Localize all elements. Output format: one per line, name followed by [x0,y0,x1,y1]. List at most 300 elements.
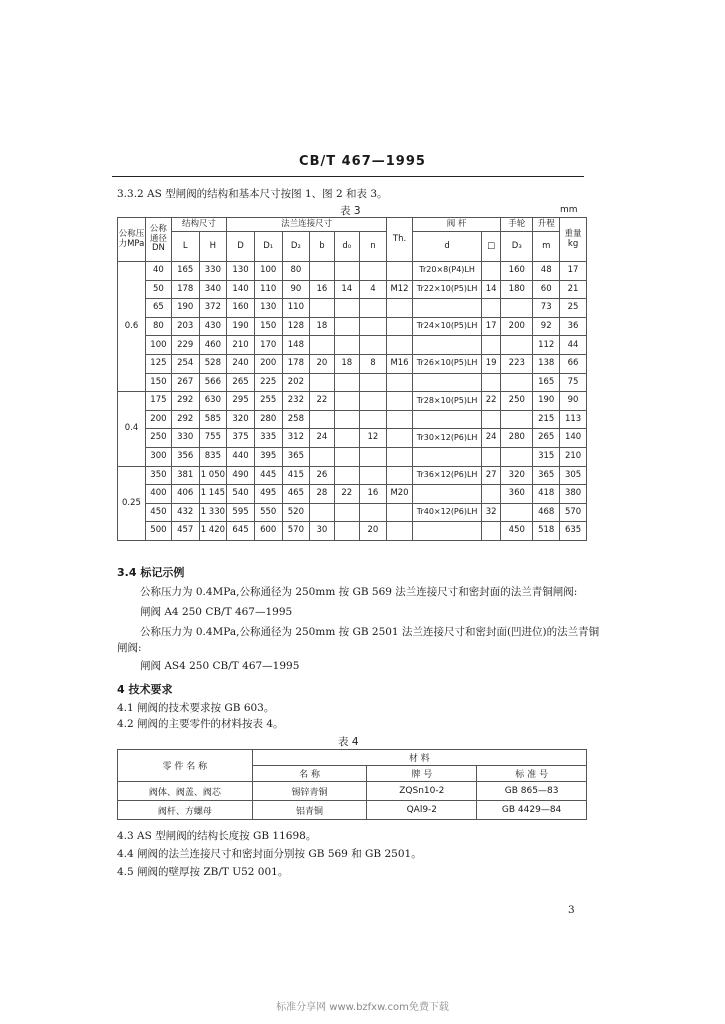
t3-cell: 80 [145,317,171,336]
t3-header-n: n [359,232,386,262]
t4-cell: QAl9-2 [367,801,477,820]
t3-cell: 90 [282,280,310,299]
t3-cell: 375 [227,429,255,448]
t3-cell: 1 420 [199,522,227,541]
t3-cell: 190 [227,317,255,336]
t3-cell [359,336,386,355]
t3-cell [359,410,386,429]
t3-cell: 540 [227,485,255,504]
t3-cell: 468 [533,503,560,522]
t3-cell: 445 [254,466,282,485]
clause-4-1: 4.1 闸阀的技术要求按 GB 603。 [117,702,275,714]
t3-cell: 16 [310,280,334,299]
t3-cell: 200 [145,410,171,429]
t3-cell [501,410,533,429]
t3-pressure-cell: 0.25 [118,466,146,540]
table-row [118,410,587,429]
t4-header-name: 名 称 [252,766,367,782]
t3-cell: 418 [533,485,560,504]
table-row [118,354,587,373]
t3-cell: 415 [282,466,310,485]
t3-cell [310,373,334,392]
t3-cell [334,522,359,541]
t3-cell [482,485,501,504]
t3-header-handwheel: 手轮 [501,218,533,232]
t3-cell: 566 [199,373,227,392]
table-row [118,262,587,281]
t3-cell: 267 [171,373,199,392]
clause-3-4-line: 公称压力为 0.4MPa,公称通径为 250mm 按 GB 2501 法兰连接尺寸和密封面(凹进位)的法兰青铜 [140,626,600,638]
t3-cell: 22 [334,485,359,504]
t3-cell: 335 [254,429,282,448]
t3-cell: 21 [560,280,587,299]
t3-cell [386,429,412,448]
table-row [118,429,587,448]
t3-cell: 60 [533,280,560,299]
t3-header-struct: 结构尺寸 [171,218,226,232]
t3-cell [334,410,359,429]
t3-cell: 295 [227,392,255,411]
t3-cell [334,373,359,392]
t3-cell: 292 [171,392,199,411]
t3-cell: M12 [386,280,412,299]
table-row [118,336,587,355]
t3-cell [413,522,482,541]
t3-cell: Tr28×10(P5)LH [413,392,482,411]
t3-pressure-cell: 0.6 [118,262,146,392]
t3-cell: 630 [199,392,227,411]
t3-header-d2: D₂ [282,232,310,262]
t3-cell: Tr24×10(P5)LH [413,317,482,336]
t3-cell [334,336,359,355]
t3-pressure-cell: 0.4 [118,392,146,466]
t3-cell: 80 [282,262,310,281]
t3-cell: 14 [482,280,501,299]
table-row [118,782,587,801]
t3-cell: 150 [254,317,282,336]
t3-cell: 16 [359,485,386,504]
t3-cell: 50 [145,280,171,299]
t3-cell: 44 [560,336,587,355]
t3-cell [310,503,334,522]
t3-cell: 20 [310,354,334,373]
t4-cell: GB 4429—84 [477,801,587,820]
t3-header-weight: 重量kg [560,218,587,262]
t3-cell: 125 [145,354,171,373]
t3-cell: 100 [145,336,171,355]
t3-header-m: m [533,232,560,262]
table-row [118,466,587,485]
t3-cell: 92 [533,317,560,336]
t3-cell: 24 [310,429,334,448]
t3-cell: 210 [560,447,587,466]
t3-cell: 140 [560,429,587,448]
t3-cell [501,373,533,392]
t3-header-d3: D₃ [501,232,533,262]
t3-cell: 520 [282,503,310,522]
t3-cell: 450 [501,522,533,541]
table3-caption: 表 3 [340,205,361,217]
t3-header-d: D [227,232,255,262]
t3-cell: 595 [227,503,255,522]
table-row [118,801,587,820]
t3-cell [482,522,501,541]
t3-cell: 320 [501,466,533,485]
t3-cell: 22 [310,392,334,411]
t3-cell [482,373,501,392]
clause-3-4-line: 闸阀 A4 250 CB/T 467—1995 [140,606,293,618]
t3-cell: 26 [310,466,334,485]
t3-cell: 112 [533,336,560,355]
t3-cell [334,299,359,318]
t3-cell: 203 [171,317,199,336]
t3-cell: M20 [386,485,412,504]
t3-cell: 1 050 [199,466,227,485]
t3-cell: 25 [560,299,587,318]
t3-cell [482,262,501,281]
t3-cell: 250 [501,392,533,411]
t3-cell: 360 [501,485,533,504]
t4-cell: 锡锌青铜 [252,782,367,801]
t3-cell [482,299,501,318]
t3-cell [386,503,412,522]
t3-cell: 635 [560,522,587,541]
t3-cell: 180 [501,280,533,299]
t3-cell: 170 [254,336,282,355]
t3-cell: 138 [533,354,560,373]
t3-cell: 215 [533,410,560,429]
t3-cell: 265 [533,429,560,448]
table3-unit: mm [560,205,578,215]
t3-cell [413,410,482,429]
t3-cell: 17 [560,262,587,281]
t3-cell [310,262,334,281]
t3-cell: 229 [171,336,199,355]
t3-cell [386,262,412,281]
t3-cell: 178 [171,280,199,299]
t3-cell: 365 [533,466,560,485]
t3-cell [386,392,412,411]
t3-cell: 395 [254,447,282,466]
t3-header-h: H [199,232,227,262]
t3-cell: M16 [386,354,412,373]
t3-cell [386,466,412,485]
t3-cell: 350 [145,466,171,485]
t3-header-d0: d₀ [334,232,359,262]
t3-cell [359,466,386,485]
t3-cell: 190 [533,392,560,411]
t3-cell: 160 [227,299,255,318]
t3-cell: Tr40×12(P6)LH [413,503,482,522]
t3-cell [310,410,334,429]
t3-cell: 110 [282,299,310,318]
t3-header-d: d [413,232,482,262]
table-row [118,280,587,299]
t3-cell: 130 [227,262,255,281]
t3-cell: 17 [482,317,501,336]
t3-cell: 8 [359,354,386,373]
t3-cell: 440 [227,447,255,466]
table-row [118,485,587,504]
t3-cell [310,299,334,318]
t3-cell: 292 [171,410,199,429]
t3-cell: 240 [227,354,255,373]
t3-cell: 178 [282,354,310,373]
clause-3-4-title: 3.4 标记示例 [117,566,185,579]
t3-cell: 450 [145,503,171,522]
t3-cell: 400 [145,485,171,504]
t4-header-material: 材 料 [252,750,586,766]
t3-cell: 250 [145,429,171,448]
t3-cell: 165 [171,262,199,281]
t3-cell: 356 [171,447,199,466]
t3-header-d1: D₁ [254,232,282,262]
t4-cell: 铝青铜 [252,801,367,820]
t3-cell: Tr26×10(P5)LH [413,354,482,373]
t3-cell: 190 [171,299,199,318]
t3-cell: 32 [482,503,501,522]
table-row [118,299,587,318]
t3-cell: 372 [199,299,227,318]
t3-cell [482,410,501,429]
t3-cell: 140 [227,280,255,299]
t3-cell: 280 [254,410,282,429]
t3-cell [334,392,359,411]
t3-cell: 755 [199,429,227,448]
t3-cell: 1 330 [199,503,227,522]
t3-cell [334,466,359,485]
t3-cell: 320 [227,410,255,429]
t3-cell [386,336,412,355]
t3-cell: 40 [145,262,171,281]
t3-cell: 300 [145,447,171,466]
t4-cell: GB 865—83 [477,782,587,801]
t3-cell [334,429,359,448]
t3-cell: 200 [254,354,282,373]
t3-cell: 305 [560,466,587,485]
t3-cell: 600 [254,522,282,541]
t3-cell [413,373,482,392]
t3-cell [359,447,386,466]
t3-cell: 490 [227,466,255,485]
t3-cell: 380 [560,485,587,504]
t3-cell: 465 [282,485,310,504]
t3-cell [334,503,359,522]
t3-cell: 365 [282,447,310,466]
table-4 [117,749,587,820]
t3-cell [501,503,533,522]
t3-cell: 14 [334,280,359,299]
t3-cell: 225 [254,373,282,392]
site-footer: 标准分享网 www.bzfxw.com免费下载 [276,1002,449,1013]
t3-cell [359,392,386,411]
t3-cell: 175 [145,392,171,411]
t3-cell: 570 [282,522,310,541]
t3-cell [310,447,334,466]
t3-cell: Tr20×8(P4)LH [413,262,482,281]
t3-cell: 232 [282,392,310,411]
t4-cell: ZQSn10-2 [367,782,477,801]
t3-header-lift: 升程 [533,218,560,232]
t3-cell: 148 [282,336,310,355]
clause-4-4: 4.4 闸阀的法兰连接尺寸和密封面分别按 GB 569 和 GB 2501。 [117,848,422,860]
t3-cell [482,336,501,355]
t3-header-square: □ [482,232,501,262]
t3-cell: 340 [199,280,227,299]
t3-cell [386,447,412,466]
t3-cell: 457 [171,522,199,541]
t3-cell: 65 [145,299,171,318]
t3-header-pressure: 公称压力MPa [118,218,146,262]
document-code: CB/T 467—1995 [299,154,426,169]
t3-cell: 265 [227,373,255,392]
t3-cell: 48 [533,262,560,281]
t3-cell: 500 [145,522,171,541]
t3-cell: 19 [482,354,501,373]
clause-4-3: 4.3 AS 型闸阀的结构长度按 GB 11698。 [117,830,317,842]
t3-cell: 66 [560,354,587,373]
t3-cell: 110 [254,280,282,299]
t3-cell: 75 [560,373,587,392]
t3-cell: Tr36×12(P6)LH [413,466,482,485]
t3-cell [359,317,386,336]
t4-cell: 阀体、阀盖、阀芯 [118,782,253,801]
clause-3-4-line: 公称压力为 0.4MPa,公称通径为 250mm 按 GB 569 法兰连接尺寸和密封面的法兰青铜闸阀: [140,586,578,598]
t3-cell: 4 [359,280,386,299]
t4-header-part: 零 件 名 称 [118,750,253,782]
t3-cell: 570 [560,503,587,522]
t3-cell [386,522,412,541]
t3-cell: 518 [533,522,560,541]
t3-cell: 495 [254,485,282,504]
clause-3-4-line: 闸阀: [117,642,142,654]
t3-cell [334,262,359,281]
t3-cell: 210 [227,336,255,355]
t3-cell: 406 [171,485,199,504]
table-row [118,373,587,392]
table4-caption: 表 4 [338,736,359,748]
t3-cell: 381 [171,466,199,485]
t3-cell: 330 [199,262,227,281]
t3-header-th: Th. [386,218,412,262]
section-4-title: 4 技术要求 [117,683,173,696]
t3-cell: 254 [171,354,199,373]
t3-cell: 18 [334,354,359,373]
t3-cell: 280 [501,429,533,448]
t3-cell [359,262,386,281]
t3-cell [386,299,412,318]
t3-cell: 24 [482,429,501,448]
t3-cell: 430 [199,317,227,336]
t3-cell: 12 [359,429,386,448]
t3-cell: 150 [145,373,171,392]
t4-header-standard: 标 准 号 [477,766,587,782]
t3-cell [359,373,386,392]
t3-cell: 585 [199,410,227,429]
t3-cell [413,299,482,318]
t3-cell [482,447,501,466]
t3-header-flange: 法兰连接尺寸 [227,218,387,232]
clause-3-4-line: 闸阀 AS4 250 CB/T 467—1995 [140,660,300,672]
t3-header-b: b [310,232,334,262]
t3-cell: 165 [533,373,560,392]
t3-cell: 645 [227,522,255,541]
t3-cell: 550 [254,503,282,522]
t3-cell: 113 [560,410,587,429]
t3-cell: 22 [482,392,501,411]
t3-cell: 315 [533,447,560,466]
t3-cell [359,299,386,318]
t3-cell [501,299,533,318]
t3-cell [386,410,412,429]
table-row [118,447,587,466]
clause-3-3-2: 3.3.2 AS 型闸阀的结构和基本尺寸按图 1、图 2 和表 3。 [117,188,388,200]
t3-cell: 258 [282,410,310,429]
t3-header-stem: 阀 杆 [413,218,501,232]
t3-cell: 90 [560,392,587,411]
t3-cell [413,485,482,504]
t3-cell: Tr30×12(P6)LH [413,429,482,448]
table-row [118,317,587,336]
t3-cell: 128 [282,317,310,336]
table-row [118,392,587,411]
t3-cell: 18 [310,317,334,336]
t3-cell [501,336,533,355]
t3-cell: 528 [199,354,227,373]
t3-header-dn: 公称通径DN [145,218,171,262]
table-3 [117,217,587,541]
t3-cell: 223 [501,354,533,373]
t3-cell [386,317,412,336]
t3-cell: 36 [560,317,587,336]
clause-4-2: 4.2 闸阀的主要零件的材料按表 4。 [117,718,284,730]
t3-cell [334,447,359,466]
clause-4-5: 4.5 闸阀的壁厚按 ZB/T U52 001。 [117,866,289,878]
t3-cell: 312 [282,429,310,448]
table-row [118,503,587,522]
t3-cell [413,447,482,466]
header-rule [112,176,584,177]
t3-cell: 30 [310,522,334,541]
t3-cell: Tr22×10(P5)LH [413,280,482,299]
t3-cell: 73 [533,299,560,318]
t3-cell: 330 [171,429,199,448]
t3-cell: 130 [254,299,282,318]
t3-cell: 28 [310,485,334,504]
t3-cell: 460 [199,336,227,355]
table-row [118,522,587,541]
t4-header-grade: 牌 号 [367,766,477,782]
t3-cell: 20 [359,522,386,541]
t3-cell: 160 [501,262,533,281]
t3-cell: 432 [171,503,199,522]
page-number: 3 [568,904,575,916]
t3-cell [501,447,533,466]
t3-cell [334,317,359,336]
t3-cell: 100 [254,262,282,281]
t3-cell: 835 [199,447,227,466]
t3-cell: 1 145 [199,485,227,504]
t3-cell: 202 [282,373,310,392]
t3-cell [310,336,334,355]
t3-cell: 255 [254,392,282,411]
t4-cell: 阀杆、方螺母 [118,801,253,820]
t3-cell [359,503,386,522]
t3-cell [386,373,412,392]
t3-cell: 200 [501,317,533,336]
t3-cell [413,336,482,355]
t3-cell: 27 [482,466,501,485]
